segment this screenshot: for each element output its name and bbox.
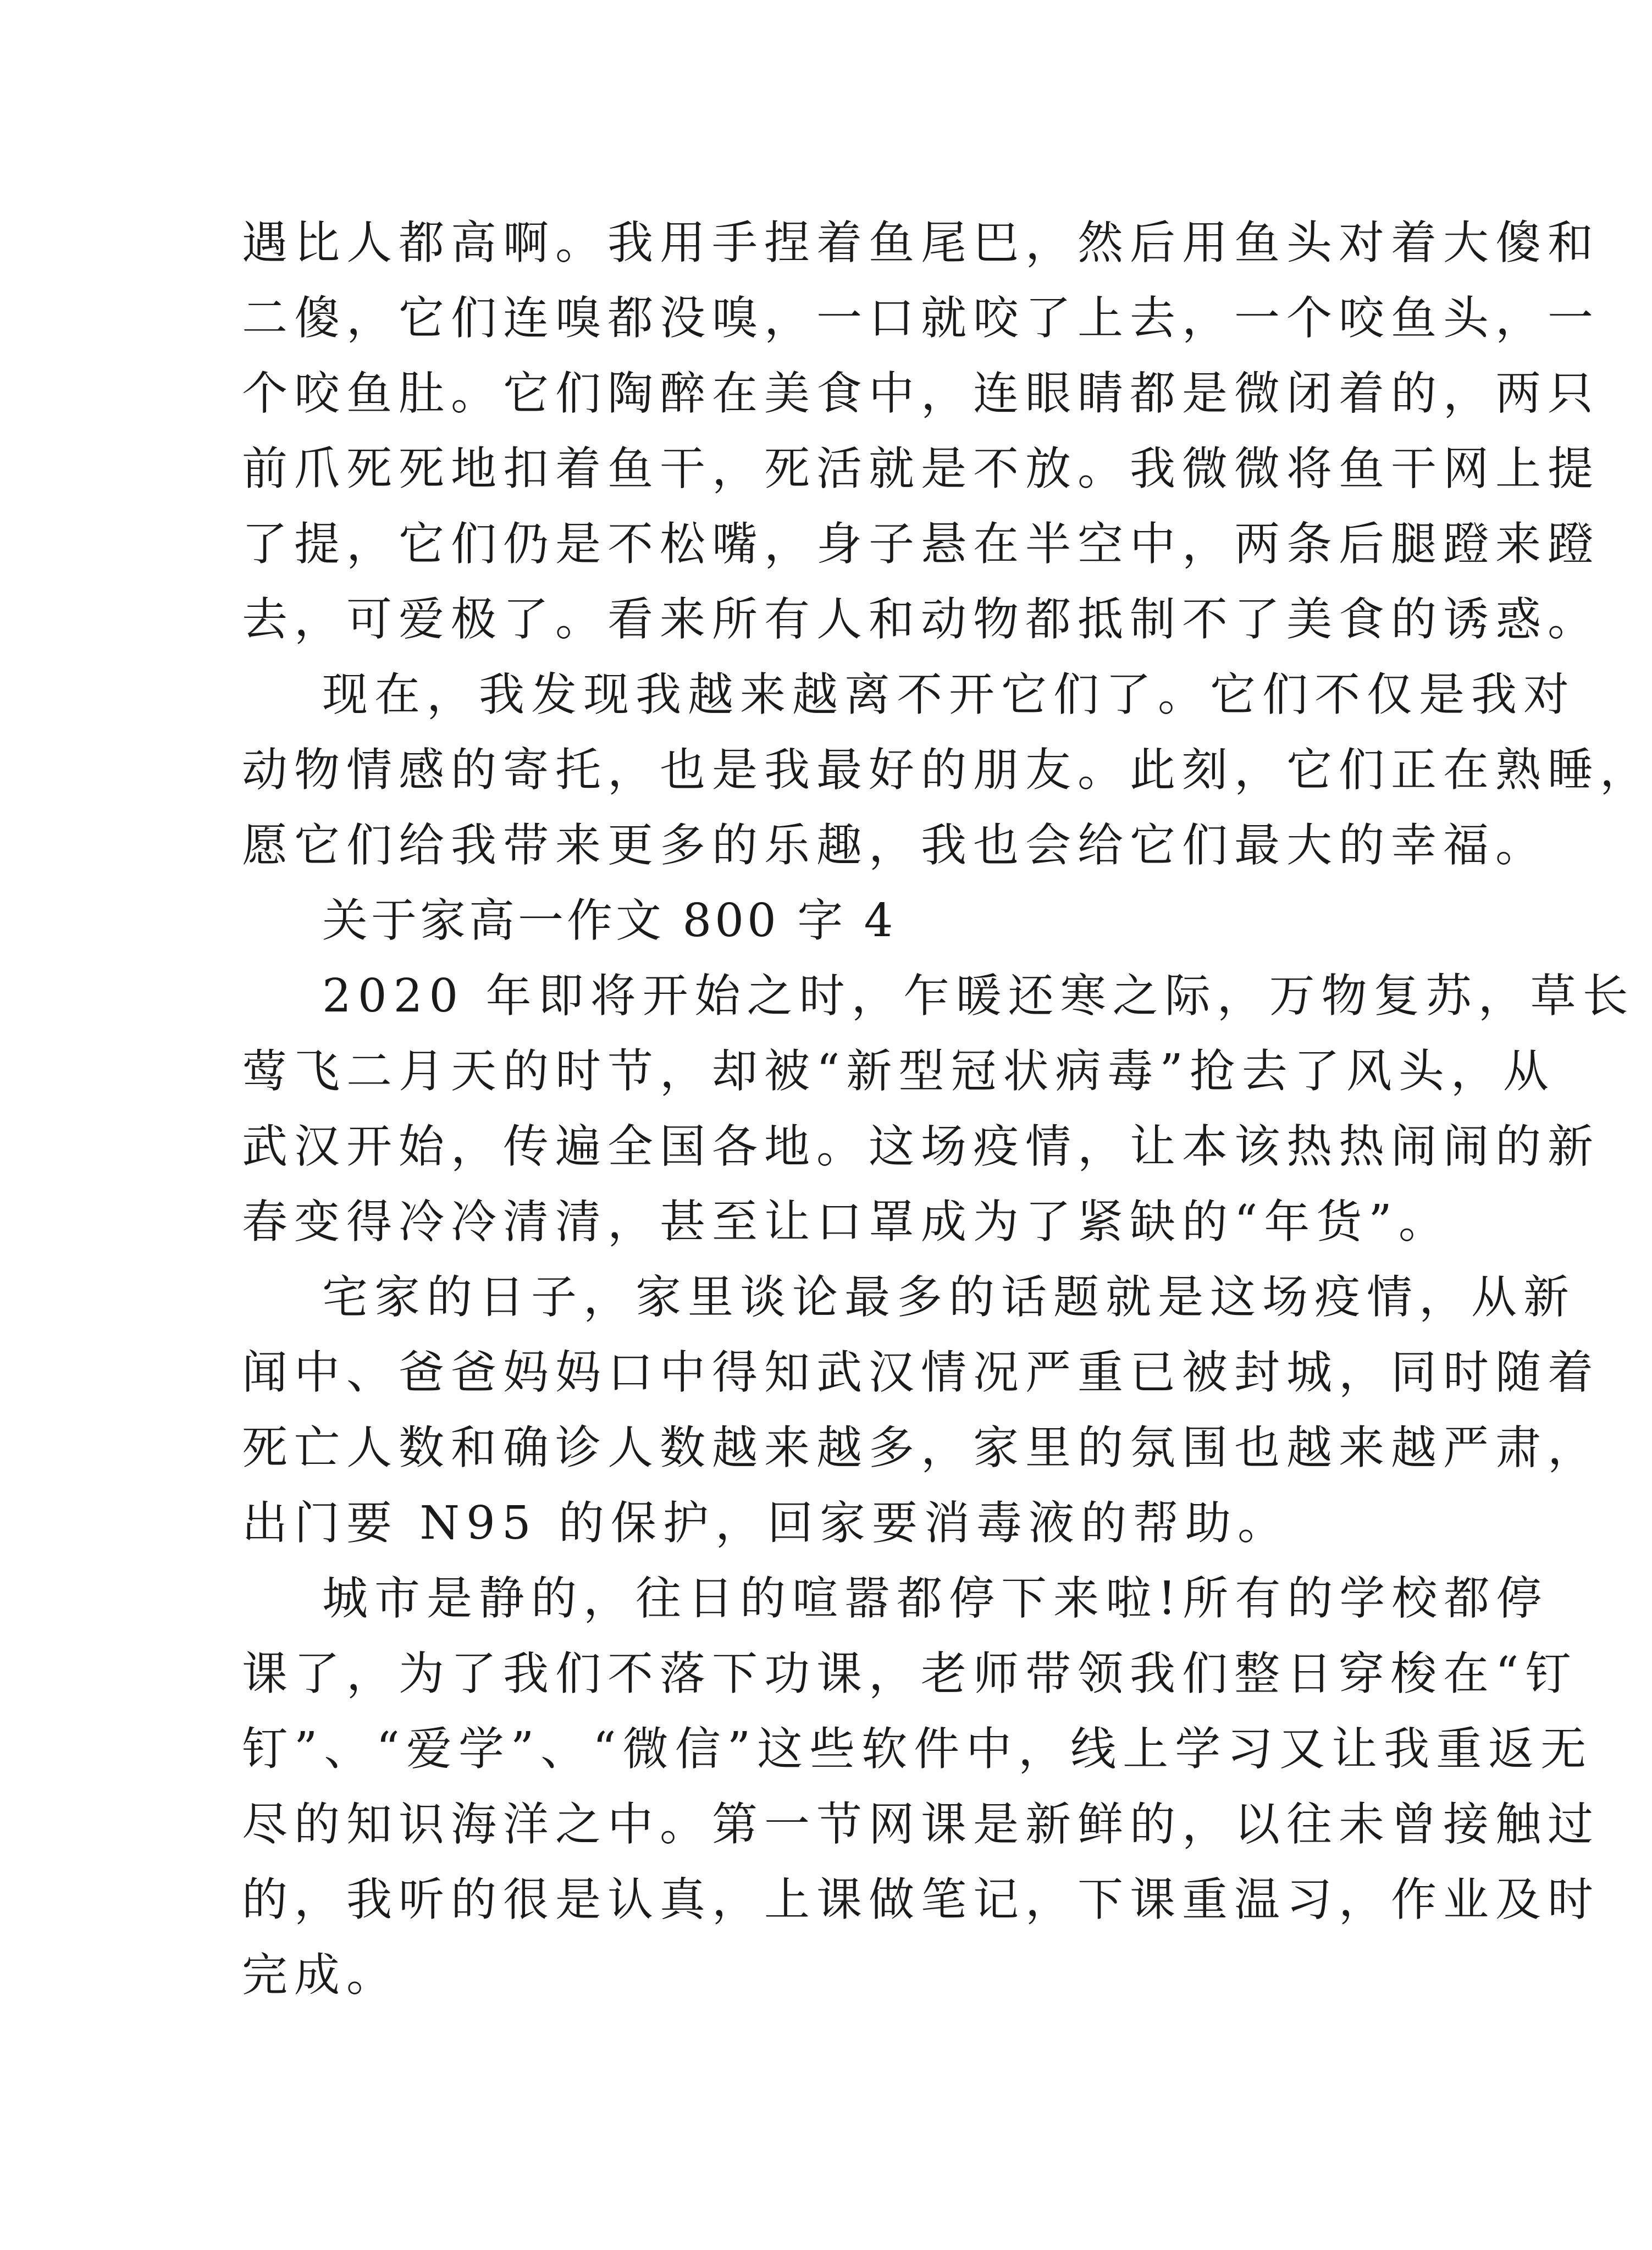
text-line: 个咬鱼肚。它们陶醉在美食中，连眼睛都是微闭着的，两只: [242, 367, 1600, 420]
text-line: 去，可爱极了。看来所有人和动物都抵制不了美食的诱惑。: [242, 593, 1600, 646]
text-line: 课了，为了我们不落下功课，老师带领我们整日穿梭在“钉: [242, 1647, 1578, 1700]
paragraph-start-line: 城市是静的，往日的喧嚣都停下来啦!所有的学校都停: [322, 1572, 1549, 1625]
text-line: 二傻，它们连嗅都没嗅，一口就咬了上去，一个咬鱼头，一: [242, 291, 1600, 345]
text-line: 愿它们给我带来更多的乐趣，我也会给它们最大的幸福。: [242, 819, 1548, 872]
text-line: 了提，它们仍是不松嘴，身子悬在半空中，两条后腿蹬来蹬: [242, 517, 1600, 571]
text-line: 莺飞二月天的时节，却被“新型冠状病毒”抢去了风头，从: [242, 1044, 1555, 1098]
text-line: 武汉开始，传遍全国各地。这场疫情，让本该热热闹闹的新: [242, 1120, 1600, 1173]
text-line: 闻中、爸爸妈妈口中得知武汉情况严重已被封城，同时随着: [242, 1346, 1600, 1399]
text-line: 动物情感的寄托，也是我最好的朋友。此刻，它们正在熟睡，: [242, 743, 1652, 797]
text-line: 前爪死死地扣着鱼干，死活就是不放。我微微将鱼干网上提: [242, 442, 1600, 495]
text-line: 出门要 N95 的保护，回家要消毒液的帮助。: [242, 1496, 1290, 1550]
text-line: 尽的知识海洋之中。第一节网课是新鲜的，以往未曾接触过: [242, 1798, 1600, 1851]
paragraph-start-line: 宅家的日子，家里谈论最多的话题就是这场疫情，从新: [322, 1270, 1576, 1324]
text-line: 遇比人都高啊。我用手捏着鱼尾巴，然后用鱼头对着大傻和: [242, 216, 1600, 269]
text-line: 死亡人数和确诊人数越来越多，家里的氛围也越来越严肃，: [242, 1421, 1600, 1474]
paragraph-start-line: 2020 年即将开始之时，乍暖还寒之际，万物复苏，草长: [322, 969, 1635, 1022]
text-line: 春变得冷冷清清，甚至让口罩成为了紧缺的“年货”。: [242, 1195, 1451, 1248]
text-line: 完成。: [242, 1948, 399, 2002]
paragraph-start-line: 现在，我发现我越来越离不开它们了。它们不仅是我对: [322, 668, 1576, 721]
section-heading: 关于家高一作文 800 字 4: [322, 894, 897, 947]
text-line: 钉”、“爱学”、“微信”这些软件中，线上学习又让我重返无: [242, 1722, 1593, 1776]
text-line: 的，我听的很是认真，上课做笔记，下课重温习，作业及时: [242, 1873, 1600, 1926]
